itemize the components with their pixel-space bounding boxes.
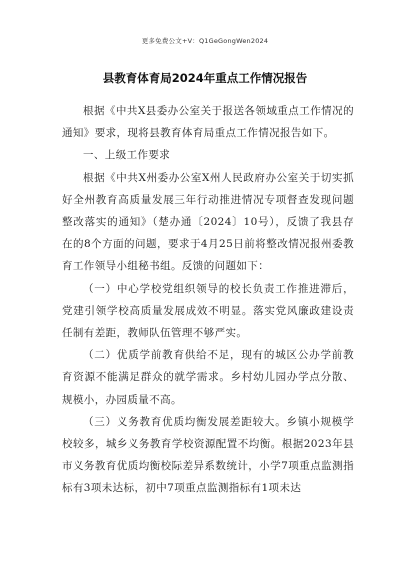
document-body xyxy=(62,100,354,500)
section-heading: 一、上级工作要求 xyxy=(83,149,171,162)
intro-paragraph: 根据《中共X县委办公室关于报送各领域重点工作情况的通知》要求，现将县教育体育局重点工作情况报告如下。 xyxy=(62,105,354,140)
body-paragraph: 根据《中共X州委办公室X州人民政府办公室关于切实抓好全州教育高质量发展三年行动推进情况专项督查发现问题整改落实的通知》（楚办通〔2024〕10号），反馈了我县存在的8个方面的问题，要求于4月25日前将整改情况报州委教育工作领导小组秘书组。反馈的问题如下： xyxy=(62,171,354,273)
issue-paragraph-2: （二）优质学前教育供给不足，现有的城区公办学前教育资源不能满足群众的就学需求。乡村幼儿园办学点分散、规模小，办园质量不高。 xyxy=(62,349,354,406)
document-title: 县教育体育局2024年重点工作情况报告 xyxy=(102,71,308,85)
issue-paragraph-3: （三）义务教育优质均衡发展差距较大。乡镇小规模学校较多，城乡义务教育学校资源配置不均衡。根据2023年县市义务教育优质均衡校际差异系数统计，小学7项重点监测指标有3项未达标，初中7项重点监测指标有1项未达 xyxy=(62,415,354,495)
issue-paragraph-1: （一）中心学校党组织领导的校长负责工作推进滞后，党建引领学校高质量发展成效不明显。落实党风廉政建设责任制有差距，教师队伍管理不够严实。 xyxy=(62,282,354,340)
header-watermark: 更多免费公文+V：Q1GeGongWen2024 xyxy=(141,37,269,45)
